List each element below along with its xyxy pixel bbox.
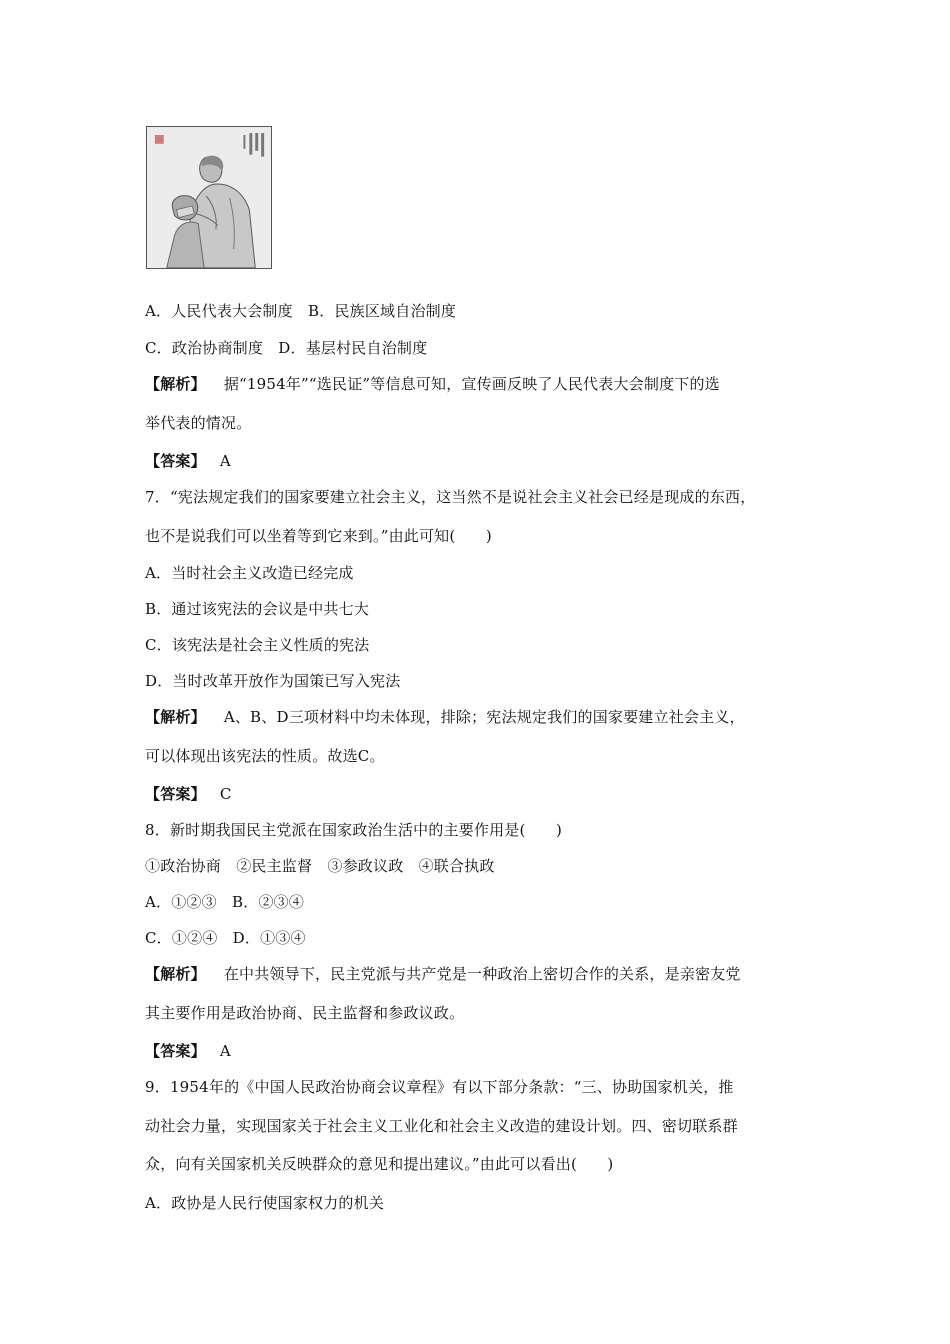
q9-stem-2: 动社会力量，实现国家关于社会主义工业化和社会主义改造的建设计划。四、密切联系群 (145, 1117, 738, 1135)
analysis-label: 【解析】 (145, 965, 206, 983)
q8-analysis-text-1: 在中共领导下，民主党派与共产党是一种政治上密切合作的关系，是亲密友党 (223, 965, 741, 983)
q7-option-a: A．当时社会主义改造已经完成 (145, 564, 354, 582)
q6-analysis (145, 374, 720, 394)
analysis-label: 【解析】 (145, 375, 206, 393)
q6-answer (145, 451, 231, 471)
q6-analysis-text-1: 据“1954年”“选民证”等信息可知，宣传画反映了人民代表大会制度下的选 (223, 375, 720, 393)
q8-items: ①政治协商 ②民主监督 ③参政议政 ④联合执政 (145, 857, 495, 875)
answer-label: 【答案】 (145, 785, 206, 803)
q8-options-cd: C．①②④ D．①③④ (145, 929, 306, 947)
q8-options-ab: A．①②③ B．②③④ (145, 893, 305, 911)
q7-stem-2: 也不是说我们可以坐着等到它来到。”由此可知( ) (145, 527, 492, 545)
q7-analysis (145, 707, 745, 727)
q7-analysis-text-1: A、B、D三项材料中均未体现，排除；宪法规定我们的国家要建立社会主义， (223, 708, 745, 726)
analysis-label: 【解析】 (145, 708, 206, 726)
q9-option-a: A．政协是人民行使国家权力的机关 (145, 1194, 385, 1212)
q7-option-b: B．通过该宪法的会议是中共七大 (145, 600, 370, 618)
q8-analysis (145, 964, 741, 984)
q8-answer-value: A (219, 1042, 231, 1060)
answer-label: 【答案】 (145, 452, 206, 470)
q9-stem-3: 众，向有关国家机关反映群众的意见和提出建议。”由此可以看出( ) (145, 1155, 614, 1173)
q6-answer-value: A (219, 452, 231, 470)
q8-stem: 8．新时期我国民主党派在国家政治生活中的主要作用是( ) (145, 821, 563, 839)
propaganda-painting-image (146, 126, 272, 269)
q7-analysis-text-2: 可以体现出该宪法的性质。故选C。 (145, 747, 385, 765)
q7-answer (145, 784, 232, 804)
q7-answer-value: C (219, 785, 232, 803)
q6-analysis-text-2: 举代表的情况。 (145, 414, 252, 432)
q8-analysis-text-2: 其主要作用是政治协商、民主监督和参政议政。 (145, 1004, 465, 1022)
q6-options-cd: C．政治协商制度 D．基层村民自治制度 (145, 339, 428, 357)
q7-option-d: D．当时改革开放作为国策已写入宪法 (145, 672, 401, 690)
q8-answer (145, 1041, 231, 1061)
q7-stem-1: 7．“宪法规定我们的国家要建立社会主义，这当然不是说社会主义社会已经是现成的东西， (145, 488, 756, 506)
q9-stem-1: 9．1954年的《中国人民政治协商会议章程》有以下部分条款：“三、协助国家机关，推 (145, 1078, 734, 1096)
elderly-man-holding-voter-card-illustration (147, 127, 271, 268)
answer-label: 【答案】 (145, 1042, 206, 1060)
q7-option-c: C．该宪法是社会主义性质的宪法 (145, 636, 370, 654)
q6-options-ab: A．人民代表大会制度 B．民族区域自治制度 (145, 302, 457, 320)
